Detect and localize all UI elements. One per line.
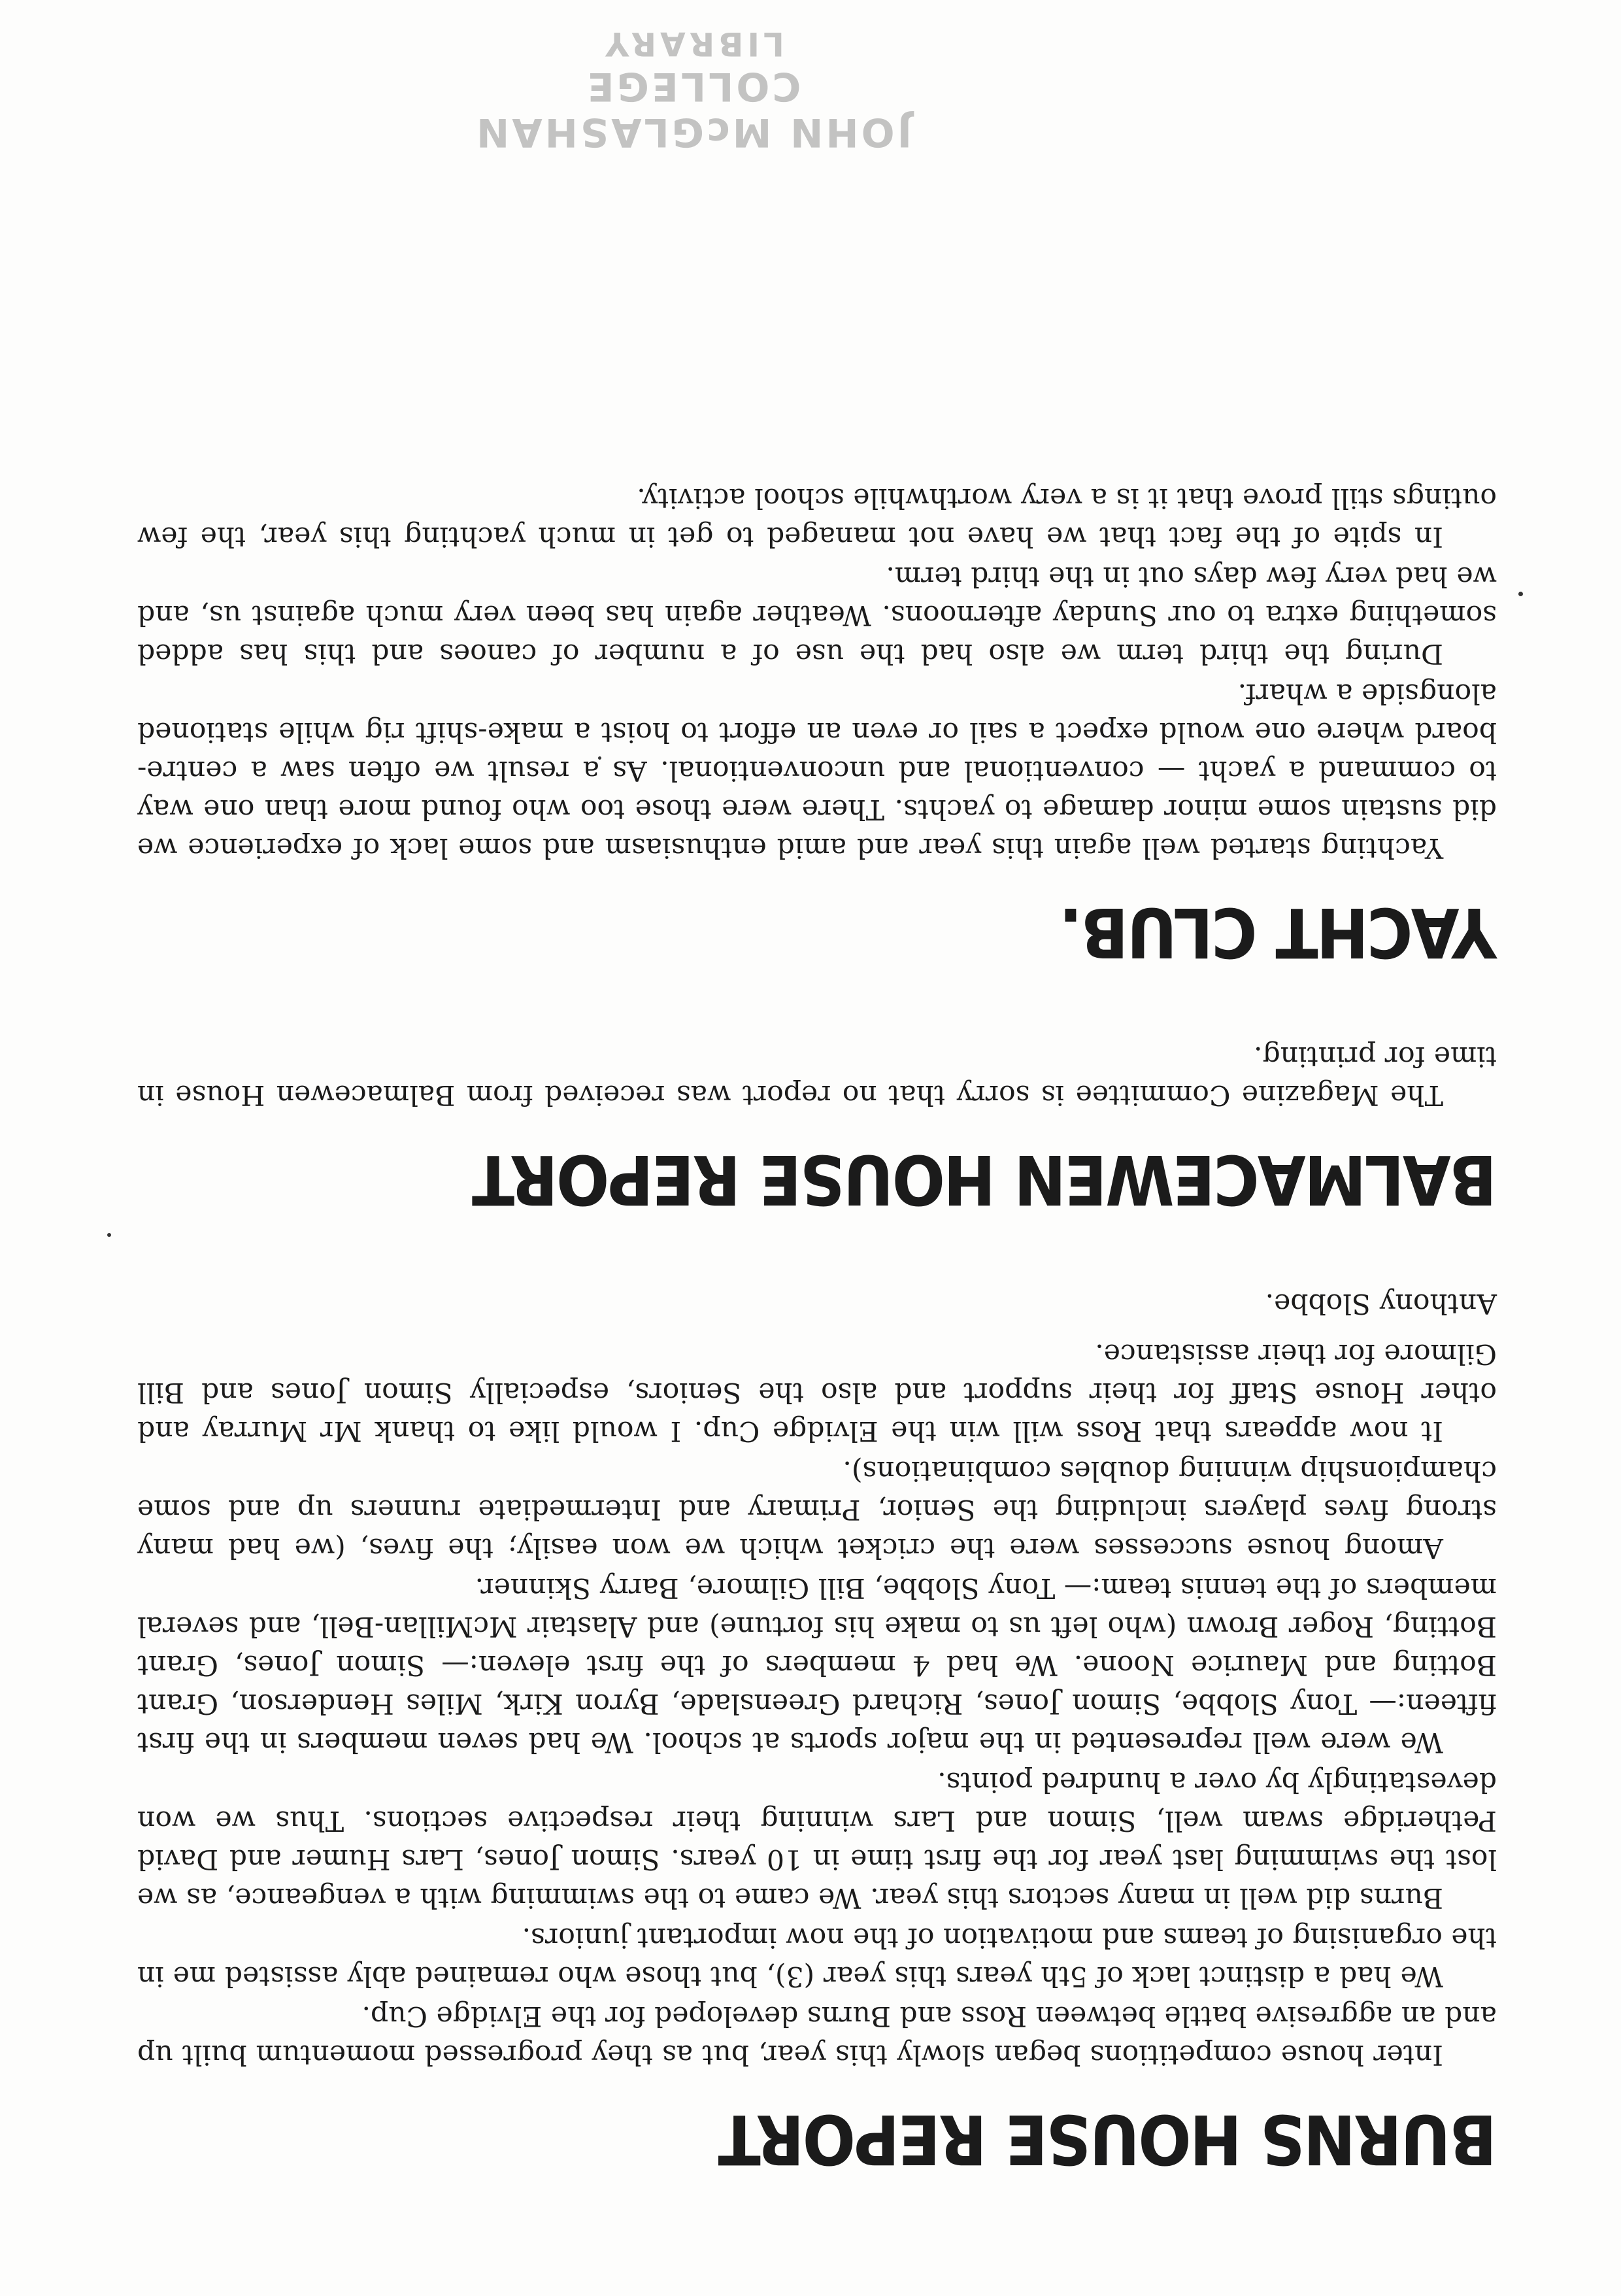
yacht-paragraph-3: In spite of the fact that we have not managed to get in much yachting this year, the few outings still prove that it is a very worthwhile school activity. [137,482,1497,552]
burns-house-heading: BURNS HOUSE REPORT [720,2099,1497,2179]
yacht-club-heading: YACHT CLUB. [1060,892,1497,972]
yacht-paragraph-1: Yachting started well again this year and amid enthusiasm and some lack of experience we did sustain some minor damage to yachts. There were those too who found more than one way to command a yacht — conventional and unconventional. As a result we often saw a centre-board where one would expect a sail or even an effort to hoist a make-shift rig while stationed alongside a wharf. [137,677,1497,864]
burns-paragraph-5: Among house successes were the cricket which we won easily; the fives, (we had many strong fives players including the Senior, Primary and Intermediate runners up and some championship winning doubles combinations). [137,1455,1497,1564]
article-column [137,479,1497,2178]
burns-house-section [137,1284,1497,2178]
burns-paragraph-1: Inter house competitions began slowly this year, but as they progressed momentum built up and an aggresive battle between Ross and Burns developed for the Elvidge Cup. [137,2000,1497,2070]
burns-report-signature: Anthony Slobbe. [1265,1287,1497,1319]
stamp-line-1: JOHN McGLASHAN COLLEGE [474,63,912,155]
burns-paragraph-6: It now appears that Ross will win the Elvidge Cup. I would like to thank Mr Murray and other House Staff for their support and also the Seniors, especially Simon Jones and Bill Gilmore for their assistance. [137,1338,1497,1447]
balmacewen-house-section [137,1037,1497,1219]
balmacewen-house-heading: BALMACEWEN HOUSE REPORT [473,1140,1497,1219]
balmacewen-paragraph: The Magazine Committee is sorry that no report was received from Balmacewen House in time for printing. [137,1040,1497,1111]
burns-paragraph-4: We were well represented in the major sports at school. We had seven members in the first fifteen:— Tony Slobbe, Simon Jones, Richard Greenslade, Byron Kirk, Miles Henderson, Grant Botting and Maurice Noone. We had 4 members of the first eleven:— Simon Jones, Grant Botting, Roger Brown (who left us to make his fortune) and Alastair McMillan-Bell, and several members of the tennis team:— Tony Slobbe, Bill Gilmore, Barry Skinner. [137,1572,1497,1758]
library-stamp [444,24,941,155]
scan-speck [107,1233,111,1237]
burns-paragraph-3: Burns did well in many sectors this year. We came to the swimming with a vengeance, as we lost the swimming last year for the first time in 10 years. Simon Jones, Lars Humer and David Petheridge swam well, Simon and Lars winning their respective sections. Thus we won devestatingly by over a hundred points. [137,1766,1497,1914]
yacht-paragraph-2: During the third term we also had the use of a number of canoes and this has added something extra to our Sunday afternoons. Weather again has been very much against us, and we had very few days out in the third term. [137,560,1497,669]
stamp-line-2: LIBRARY [601,25,784,63]
scan-speck [1518,592,1523,596]
yacht-club-section [137,479,1497,971]
burns-paragraph-2: We had a distinct lack of 5th years this year (3), but those who remained ably assisted me in the organising of teams and motivation of the now important juniors. [137,1921,1497,1992]
